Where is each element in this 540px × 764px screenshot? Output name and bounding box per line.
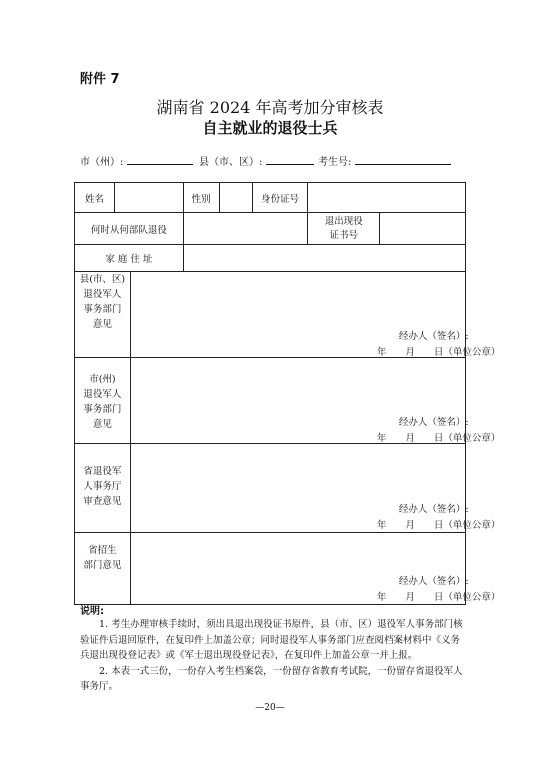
service-input[interactable] [183, 213, 308, 245]
cert-label [308, 213, 380, 245]
notes-body [80, 617, 466, 695]
section-label-line: 事务部门 [83, 304, 122, 315]
section-label-line: 意见 [92, 419, 112, 430]
section-label [75, 444, 131, 533]
notes-title: 说明: [80, 606, 104, 617]
note-paragraph: 2. 本表一式三份，一份存入考生档案袋，一份留存省教育考试院，一份留存省退役军人事务厅。 [80, 665, 463, 692]
exam-no-label: 考生号: [318, 157, 352, 168]
section-label-line: 部门意见 [83, 560, 122, 571]
county-opinion-input[interactable] [130, 272, 501, 358]
gender-input[interactable] [219, 183, 252, 213]
section-label-line: 退役军人 [83, 289, 122, 300]
form-title: 湖南省 2024 年高考加分审核表 [156, 98, 384, 117]
county-label: 县（市、区）: [199, 157, 263, 168]
note-paragraph: 1. 考生办理审核手续时，须出具退出现役证书原件，县（市、区）退役军人事务部门核验证件后退回原件，在复印件上加盖公章；同时退役军人事务部门应查阅档案材料中《义务兵退出现役登记表》或《军士退出现役登记表》，在复印件上加盖公章一并上报。 [80, 619, 463, 661]
section-label-line: 退役军人 [83, 389, 122, 400]
date-stamp-line: 年 月 日（单位公章） [376, 520, 501, 531]
section-label-line: 审查意见 [83, 496, 122, 507]
page-number: —20— [255, 703, 285, 713]
signer-label: 经办人（签名）: [398, 576, 469, 587]
section-label-line: 省退役军 [83, 466, 122, 477]
review-form-table [74, 182, 501, 605]
admissions-opinion-input[interactable] [130, 533, 501, 605]
id-number-label: 身份证号 [252, 183, 308, 213]
exam-no-blank[interactable] [355, 154, 451, 165]
county-blank[interactable] [266, 154, 314, 165]
attachment-label: 附件 7 [80, 72, 120, 87]
name-input[interactable] [114, 183, 183, 213]
section-label [75, 272, 131, 358]
province-review-input[interactable] [130, 444, 501, 533]
row-service [75, 213, 466, 245]
form-subtitle: 自主就业的退役士兵 [202, 119, 338, 137]
section-label [75, 358, 131, 444]
cert-label-line-2: 证书号 [329, 229, 359, 241]
section-label-line: 事务部门 [83, 404, 122, 415]
date-stamp-line: 年 月 日（单位公章） [376, 347, 501, 358]
city-field[interactable] [80, 153, 193, 168]
section-label-line: 意见 [92, 319, 112, 330]
row-county-opinion [75, 272, 466, 358]
row-city-opinion [75, 358, 466, 444]
signer-label: 经办人（签名）: [398, 331, 469, 342]
signer-label: 经办人（签名）: [398, 504, 469, 515]
service-label: 何时从何部队退役 [75, 213, 184, 245]
cert-input[interactable] [380, 213, 466, 245]
exam-no-field[interactable] [318, 153, 451, 168]
name-label: 姓名 [75, 183, 115, 213]
section-label-line: 市(州) [89, 374, 116, 385]
section-label-line: 县(市、区) [79, 274, 126, 285]
row-province-review [75, 444, 466, 533]
city-opinion-input[interactable] [130, 358, 501, 444]
section-label-line: 人事务厅 [83, 481, 122, 492]
section-label-line: 省招生 [88, 545, 117, 556]
date-stamp-line: 年 月 日（单位公章） [376, 433, 501, 444]
gender-label: 性别 [183, 183, 219, 213]
row-basic-info [75, 183, 466, 213]
address-label: 家 庭 住 址 [75, 245, 184, 272]
signer-label: 经办人（签名）: [398, 417, 469, 428]
cert-label-line-1: 退出现役 [324, 215, 363, 227]
date-stamp-line: 年 月 日（单位公章） [376, 592, 501, 603]
county-field[interactable] [199, 153, 314, 168]
address-input[interactable] [183, 245, 465, 272]
city-blank[interactable] [127, 154, 193, 165]
id-number-input[interactable] [308, 183, 466, 213]
row-admissions-opinion [75, 533, 466, 605]
section-label [75, 533, 131, 605]
city-label: 市（州）: [80, 157, 124, 168]
row-address [75, 245, 466, 272]
